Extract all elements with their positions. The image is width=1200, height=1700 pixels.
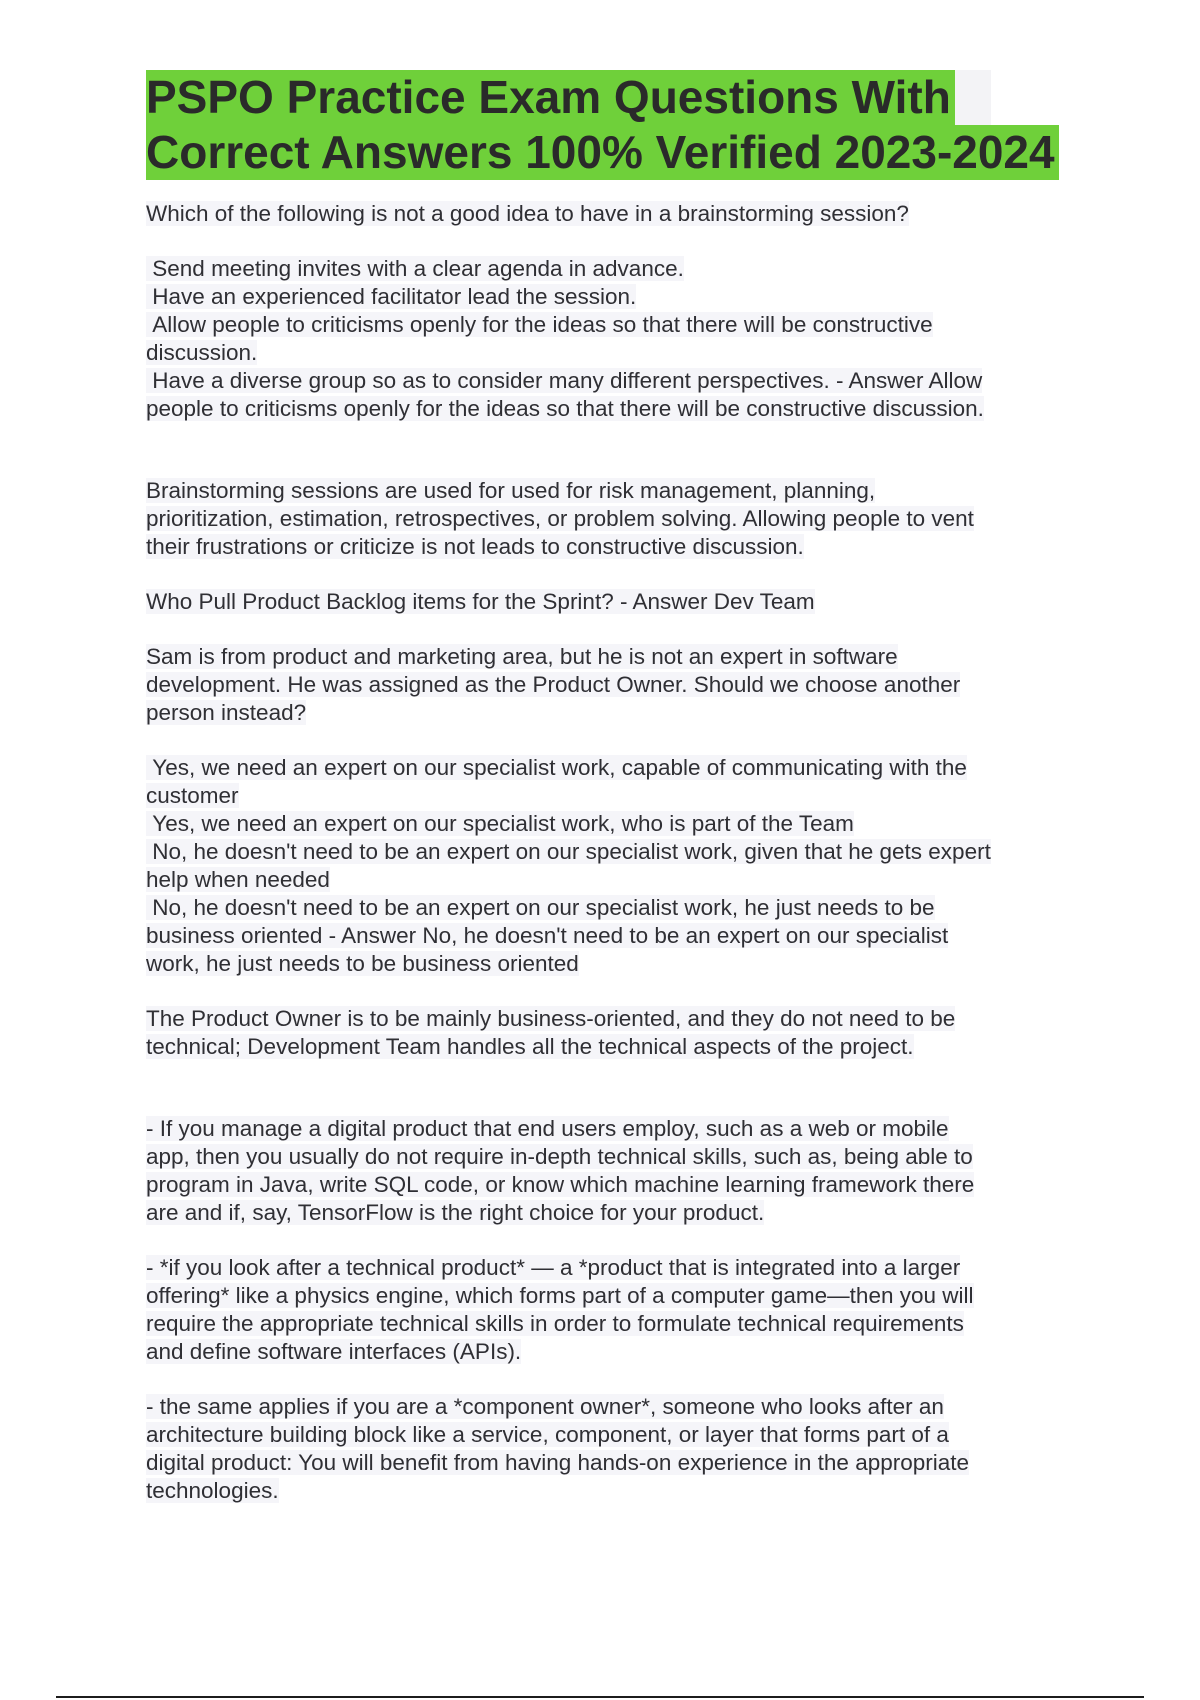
q3-note-1: - If you manage a digital product that end users employ, such as a web or mobile app, then you usually do not require in-depth technical skills, such as, being able to program in Java, write SQL code, or know which machine learning framework there are and if, say, TensorFlow is the right choice for your product.	[146, 1116, 975, 1225]
q1-explanation: Brainstorming sessions are used for used for risk management, planning, prioritization, estimation, retrospectives, or problem solving. Allowing people to vent their frustrations or criticize is not leads to constructive discussion.	[146, 478, 974, 559]
title-line-2: Correct Answers 100% Verified 2023-2024	[146, 125, 1059, 180]
document-title	[146, 70, 1126, 180]
document-page	[146, 70, 1126, 1505]
q3-option-3: No, he doesn't need to be an expert on our specialist work, given that he gets expert help when needed	[146, 839, 991, 892]
q1-option-1: Send meeting invites with a clear agenda in advance.	[146, 256, 684, 281]
q3-option-4-answer: No, he doesn't need to be an expert on our specialist work, he just needs to be business oriented - Answer No, he doesn't need to be an expert on our specialist work, he just needs to be business oriented	[146, 895, 949, 976]
q3-option-2: Yes, we need an expert on our specialist work, who is part of the Team	[146, 811, 854, 836]
q3-option-1: Yes, we need an expert on our specialist work, capable of communicating with the customer	[146, 755, 967, 808]
q3-explanation: The Product Owner is to be mainly business-oriented, and they do not need to be technical; Development Team handles all the technical aspects of the project.	[146, 1006, 956, 1059]
title-line-1: PSPO Practice Exam Questions With	[146, 70, 955, 125]
q3-question: Sam is from product and marketing area, but he is not an expert in software development. He was assigned as the Product Owner. Should we choose another person instead?	[146, 644, 961, 725]
q3-note-2: - *if you look after a technical product* — a *product that is integrated into a larger offering* like a physics engine, which forms part of a computer game—then you will require the appropriate technical skills in order to formulate technical requirements and define software interfaces (APIs).	[146, 1255, 974, 1364]
page-bottom-divider	[56, 1696, 1144, 1698]
q1-question: Which of the following is not a good idea to have in a brainstorming session?	[146, 201, 909, 226]
q2-question-answer: Who Pull Product Backlog items for the Sprint? - Answer Dev Team	[146, 589, 815, 614]
q1-option-3: Allow people to criticisms openly for the ideas so that there will be constructive discussion.	[146, 312, 933, 365]
q3-note-3: - the same applies if you are a *component owner*, someone who looks after an architecture building block like a service, component, or layer that forms part of a digital product: You will benefit from having hands-on experience in the appropriate technologies.	[146, 1394, 970, 1503]
q1-option-4-answer: Have a diverse group so as to consider many different perspectives. - Answer Allow people to criticisms openly for the ideas so that there will be constructive discussion.	[146, 368, 984, 421]
q1-option-2: Have an experienced facilitator lead the session.	[146, 284, 637, 309]
